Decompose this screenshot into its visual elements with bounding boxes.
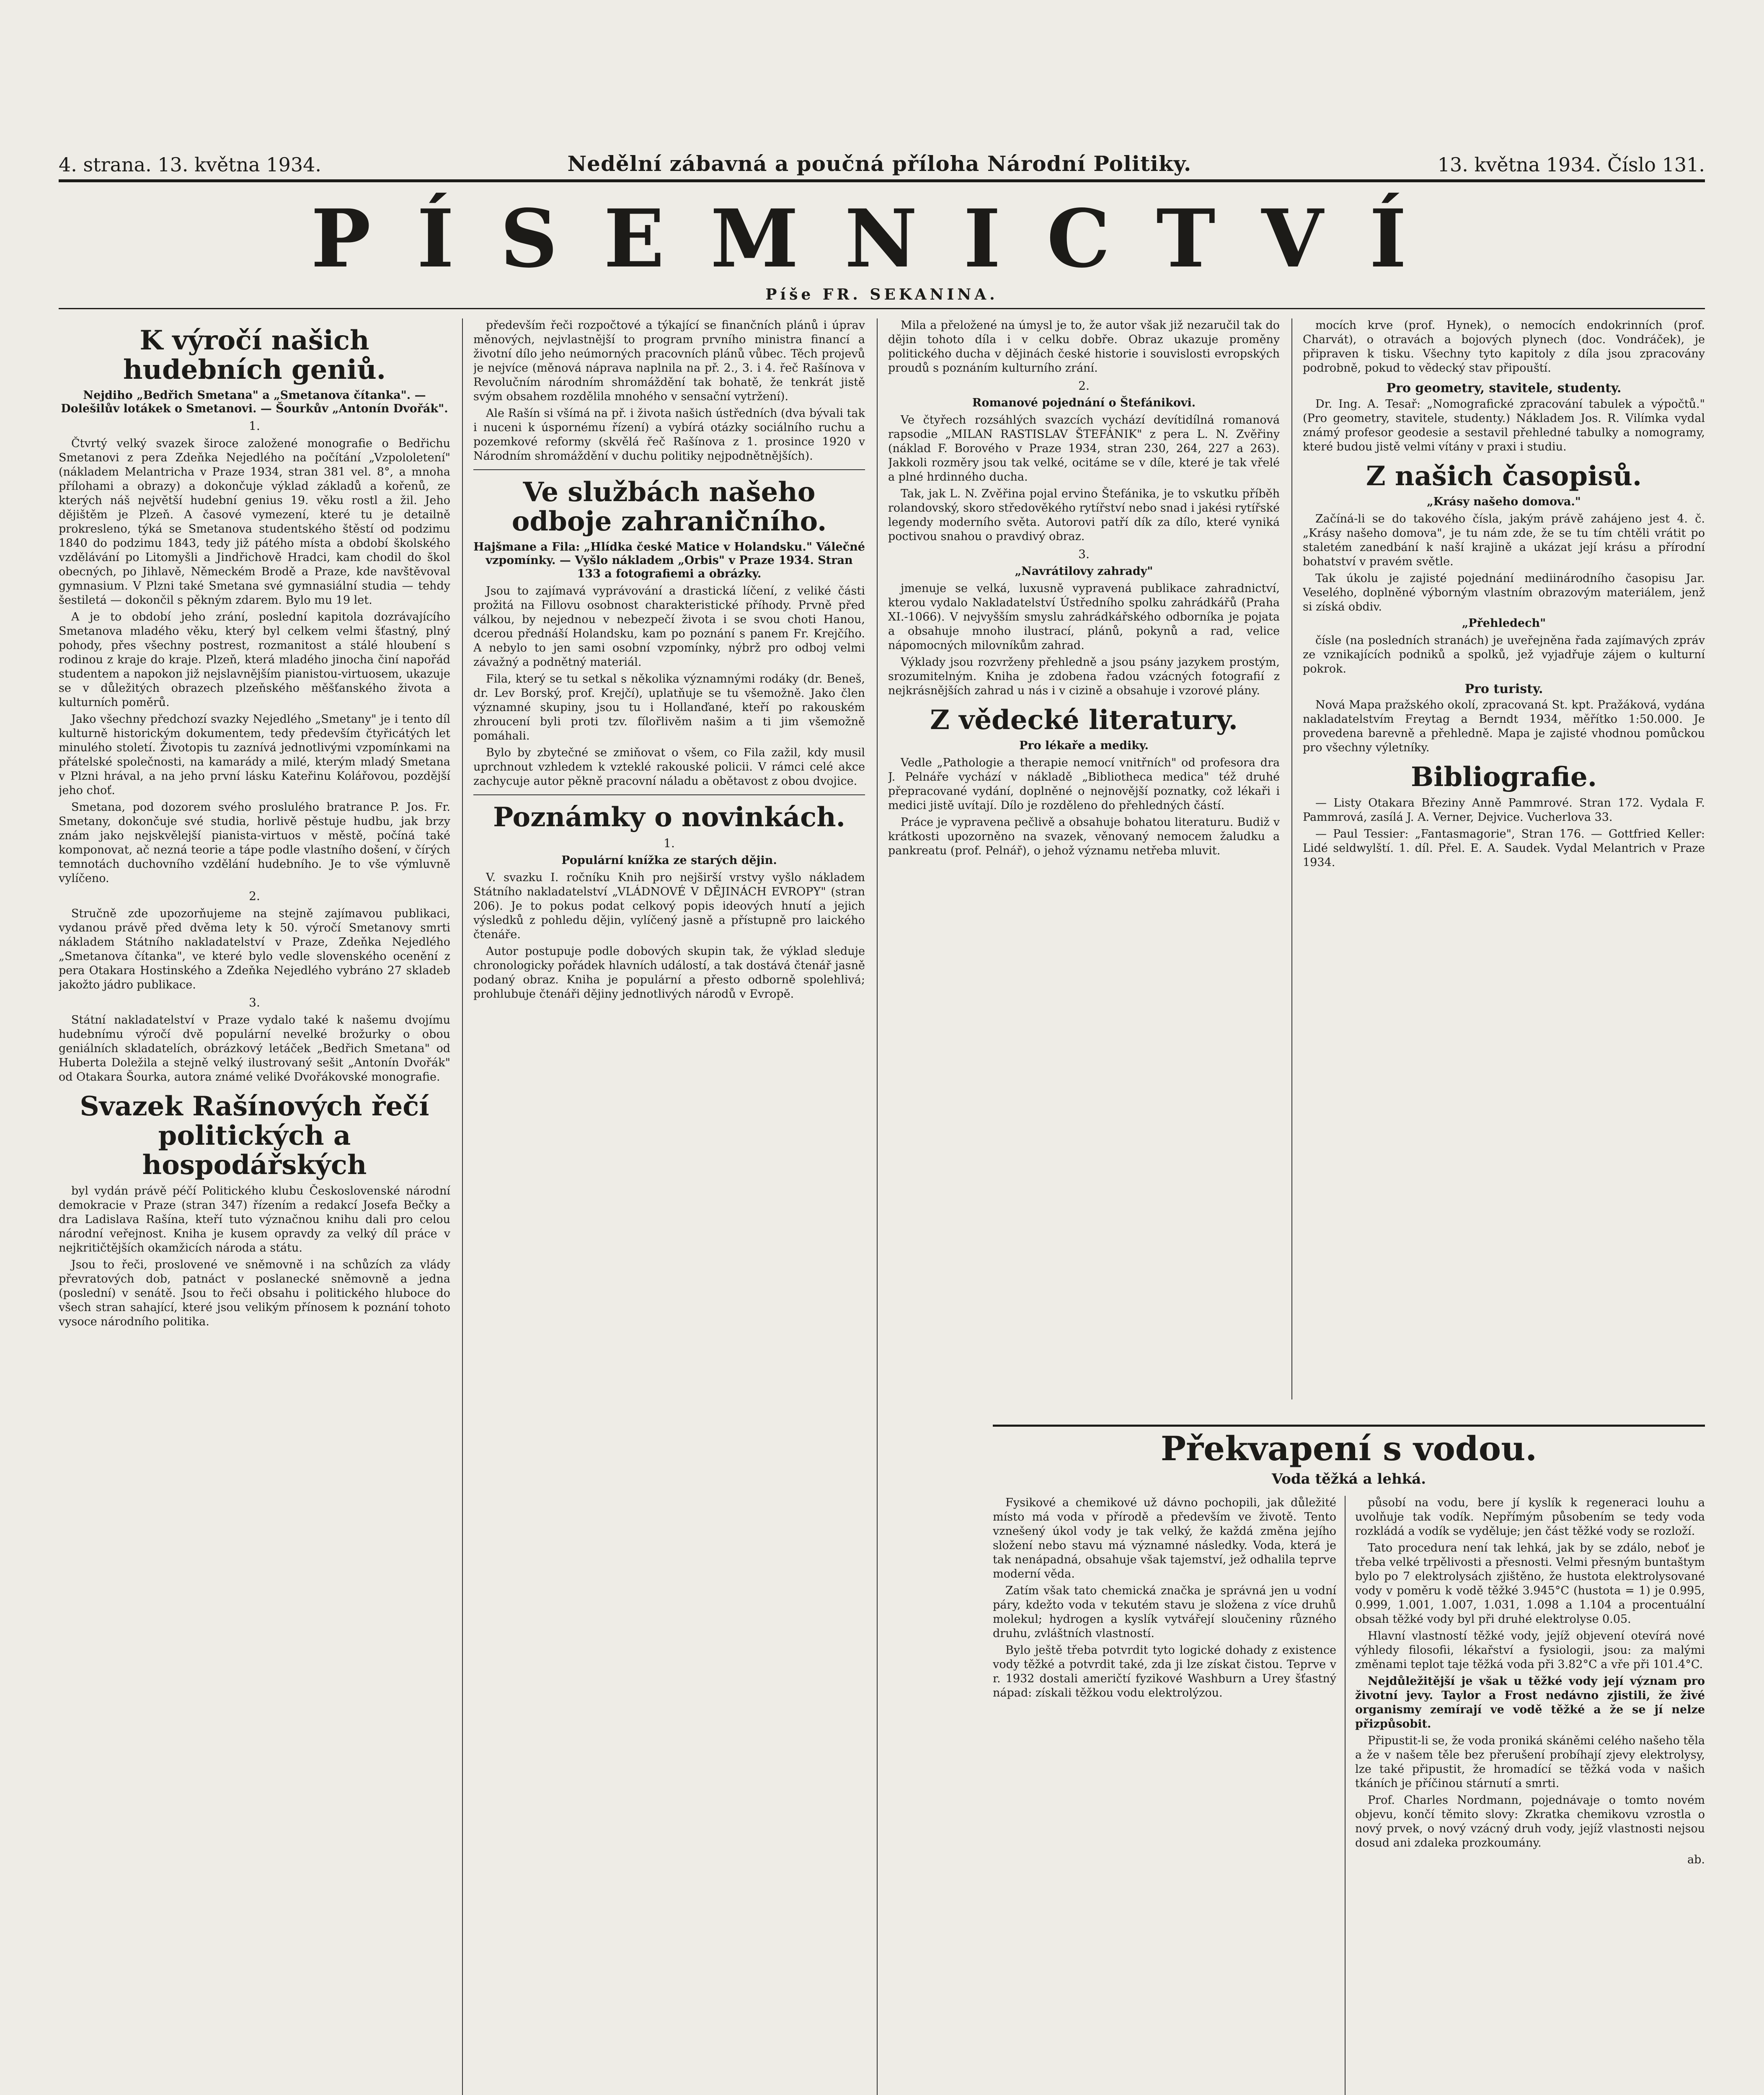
paragraph: Hlavní vlastností těžké vody, jejíž objevení otevírá nové výhledy filosofii, lékařství a fysiologii, jsou: za malými změnami teplot taje těžká voda při 3.82°C a vře při 101.4°C. bbox=[1355, 1629, 1705, 1671]
column-3 bbox=[888, 318, 1280, 1399]
section-heading: Pro turisty. bbox=[1464, 682, 1543, 696]
paragraph: byl vydán právě péčí Politického klubu Československé národní demokracie v Praze (stran 347) řízením a redakcí Josefa Bečky a dra Ladislava Rašína, kteří tuto význačnou knihu dali pro celou národní veřejnost. Kniha je kusem opravdy za velký díl práce v nejkritičtějších okamžicích národa a státu. bbox=[59, 1185, 450, 1254]
paragraph: Bylo by zbytečné se zmiňovat o všem, co Fila zažil, kdy musil uprchnout vzhledem k vzteklé rakouské policii. V rámci celé akce zachycuje autor pěkně pracovní náladu a obětavost z obou dvojice. bbox=[473, 746, 865, 788]
section-number: 1. bbox=[249, 419, 260, 433]
paragraph: především řeči rozpočtové a týkající se finančních plánů i úprav měnových, nejvlastnější to program prvního ministra financí a životní dílo jeho neúmorných pracovních plánů vůbec. Těch projevů je nejvíce (měnová náprava naplnila na př. 2., 3. i 4. řeč Rašínova v Revolučním národním shromáždění tak bohatě, že tenkrát jistě svým obsahem rozdělila mnohého v sensační vytržení). bbox=[473, 319, 865, 403]
paragraph: V. svazku I. ročníku Knih pro nejširší vrstvy vyšlo nákladem Státního nakladatelství „VLÁDNOVÉ V DĚJINÁCH EVROPY" (stran 206). Je to pokus podat celkový popis ideových hnutí a jejich výsledků z pohledu dějin, vylíčený jasně a přístupně pro laického čtenáře. bbox=[473, 871, 865, 941]
article-rule bbox=[993, 1425, 1705, 1427]
paragraph: Čtvrtý velký svazek široce založené monografie o Bedřichu Smetanovi z pera Zdeňka Nejedlého na počítání „Vzpololetení" (nákladem Melantricha v Praze 1934, stran 381 vel. 8°, a mnoha přílohami a obrazy) a dokončuje výklad základů a kořenů, ze kterých náš největší hudební genius 19. věku rostl a žil. Jeho dějištěm je Plzeň. A časové vymezení, které tu je detailně prokresleno, týká se Smetanova studentského štěstí od podzimu 1840 do podzimu 1843, tedy již pátého místa a období školského vzdělávání po Litomyšli a Jindřichově Hradci, kam chodil do škol obecných, po Jihlavě, Německém Brodě a Praze, kde navštěvoval gymnasium. V Plzni také Smetana své gymnasiální studia — tehdy šestiletá — dokončil s pěkným zdarem. Bylo mu 19 let. bbox=[59, 437, 450, 607]
paragraph: Autor postupuje podle dobových skupin tak, že výklad sleduje chronologicky pořádek hlavních událostí, a tak dostává čtenář jasně podaný obraz. Kniha je populární a přesto odborně spolehlivá; prohlubuje čtenáři dějiny jednotlivých národů v Evropě. bbox=[473, 945, 865, 1001]
paragraph: Připustit-li se, že voda proniká skáněmi celého našeho těla a že v našem těle bez přerušení probíhají zjevy elektrolysy, lze také připustit, že hromadící se těžká voda v našich tkáních je příčinou stárnutí a smrti. bbox=[1355, 1734, 1705, 1790]
article-title: Překvapení s vodou. bbox=[1160, 1429, 1537, 1468]
section-number: 2. bbox=[249, 889, 260, 903]
paragraph: Ve čtyřech rozsáhlých svazcích vychází devítidílná romanová rapsodie „MILAN RASTISLAV ŠTEFÁNIK" z pera L. N. Zvěřiny (náklad F. Borového v Praze 1934, stran 230, 264, 227 a 263). Jakkoli rozměry jsou tak velké, ocitáme se v díle, které je tak vřelé a plné hrdinného ducha. bbox=[888, 414, 1280, 484]
column-1 bbox=[59, 318, 450, 2095]
signature: ab. bbox=[1687, 1853, 1705, 1866]
paragraph: Státní nakladatelství v Praze vydalo také k našemu dvojímu hudebnímu výročí dvě populární nevelké brožurky o obou geniálních skladatelích, obrázkový letáček „Bedřich Smetana" od Huberta Doležila a stejně velký ilustrovaný sešit „Antonín Dvořák" od Otakara Šourka, autora známé veliké Dvořákovské monografie. bbox=[59, 1014, 450, 1084]
divider bbox=[473, 469, 865, 470]
paragraph: Prof. Charles Nordmann, pojednávaje o tomto novém objevu, končí těmito slovy: Zkratka chemikovu vzrostla o nový prvek, o nový vzácný druh vody, jejíž vlastnosti nejsou dosud ani zdaleka prozkoumány. bbox=[1355, 1794, 1705, 1849]
paragraph: Stručně zde upozorňujeme na stejně zajímavou publikaci, vydanou právě před dvěma lety k 50. výročí Smetanovy smrti nákladem Státního nakladatelství v Praze, Zdeňka Nejedlého „Smetanova čítanka", ve které bylo vedle slovenského ocenění z pera Otakara Hostinského a Zdeňka Nejedlého vybráno 27 skladeb jakožto jádro publikace. bbox=[59, 907, 450, 991]
column-2 bbox=[473, 318, 865, 2095]
paragraph: — Paul Tessier: „Fantasmagorie", Stran 176. — Gottfried Keller: Lidé seldwylští. 1. díl. Přel. E. A. Saudek. Vydal Melantrich v Praze 1934. bbox=[1303, 828, 1705, 869]
article-subtitle: „Krásy našeho domova." bbox=[1427, 495, 1581, 508]
header-center: Nedělní zábavná a poučná příloha Národní Politiky. bbox=[567, 151, 1192, 176]
section-heading: Pro geometry, stavitele, studenty. bbox=[1386, 381, 1622, 396]
article-title: Z vědecké literatury. bbox=[930, 704, 1238, 736]
paragraph: Nejdůležitější je však u těžké vody její význam pro životní jevy. Taylor a Frost nedávno zjistili, že živé organismy zemírají ve vodě těžké a že se jí nelze přizpůsobit. bbox=[1355, 1675, 1705, 1730]
paragraph: Začíná-li se do takového čísla, jakým právě zahájeno jest 4. č. „Krásy našeho domova", je tu nám zde, že se tu tím chtěli vrátit po staletém zanedbání k naší krajině a ukázat její krásu a přírodní bohatství v pravém světle. bbox=[1303, 512, 1705, 568]
masthead-title: PÍSEMNICTVÍ bbox=[311, 192, 1453, 285]
article-title: K výročí našich hudebních geniů. bbox=[123, 325, 386, 385]
paragraph: Fysikové a chemikové už dávno pochopili, jak důležité místo má voda v přírodě a především ve životě. Tento vznešený úkol vody je tak velký, že každá změna jejího složení nebo stavu má významné následky. Voda, která je tak nenápadná, obsahuje však tajemství, jež odhalila teprve moderní věda. bbox=[993, 1496, 1336, 1580]
paragraph: čísle (na posledních stranách) je uveřejněna řada zajímavých zpráv ze vznikajících podniků a spolků, jež vyjadřuje zájem o kulturní pokrok. bbox=[1303, 634, 1705, 675]
article-subtitle: Hajšmane a Fila: „Hlídka české Matice v Holandsku." Válečné vzpomínky. — Vyšlo nákladem „Orbis" v Praze 1934. Stran 133 a fotografiemi a obrázky. bbox=[473, 541, 865, 580]
article-subtitle: Nejdiho „Bedřich Smetana" a „Smetanova čítanka". — Dolešilův lotákek o Smetanovi. — Šourkův „Antonín Dvořák". bbox=[61, 389, 448, 415]
paragraph: Výklady jsou rozvrženy přehledně a jsou psány jazykem prostým, srozumitelným. Kniha je zdobena řadou vzácných fotografií z nejkrásnějších zahrad u nás i v cizině a obsahuje i vzorové plány. bbox=[888, 656, 1280, 697]
article-subtitle: Pro lékaře a mediky. bbox=[1019, 739, 1149, 752]
article-title: Z našich časopisů. bbox=[1366, 460, 1642, 492]
paragraph: Bylo ještě třeba potvrdit tyto logické dohady z existence vody těžké a potvrdit také, zda ji lze získat čistou. Teprve v r. 1932 dostali američtí fyzikové Washburn a Urey šťastný nápad: získali těžkou vodu elektrolýzou. bbox=[993, 1644, 1336, 1699]
paragraph: Mila a přeložené na úmysl je to, že autor však již nezaručil tak do dějin tohoto díla i v celku dobře. Obraz ukazuje proměny politického ducha v dějinách české historie i souvislosti evropských proudů s poznáním kulturního zrání. bbox=[888, 319, 1280, 375]
byline: Píše FR. SEKANINA. bbox=[765, 286, 998, 303]
paragraph: Zatím však tato chemická značka je správná jen u vodní páry, kdežto voda v tekutém stavu je složena z více druhů molekul; hydrogen a kyslík vytvářejí sloučeniny různého druhu, zvláštních vlastností. bbox=[993, 1584, 1336, 1640]
paragraph: působí na vodu, bere jí kyslík k regeneraci louhu a uvolňuje tak vodík. Nepřímým působením se tedy voda rozkládá a vodík se vyděluje; jen část těžké vody se rozloží. bbox=[1355, 1496, 1705, 1538]
paragraph: A je to období jeho zrání, poslední kapitola dozrávajícího Smetanova mladého věku, který byl celkem velmi šťastný, plný pohody, přes všechny postrest, rozmanitost a stálé hloubení s rodinou z kraje do kraje. Plzeň, která mladého jinocha činí napořád studentem a napokon již nejslavnějším pianistou-virtuosem, ukazuje se v důležitých obrazech plzeňského měšťanského života a kulturních poměrů. bbox=[59, 610, 450, 709]
section-number: 3. bbox=[1078, 547, 1090, 561]
header-left: 4. strana. 13. května 1934. bbox=[59, 153, 322, 176]
divider bbox=[473, 794, 865, 795]
article-subtitle: Populární knížka ze starých dějin. bbox=[561, 854, 777, 867]
paragraph: Tak, jak L. N. Zvěřina pojal ervino Štefánika, je to vskutku příběh rolandovský, skoro středověkého rytířství nebo snad i jakési rytířské legendy moderního světa. Autorovi patří dík za dílo, které vyniká poctivou snahou o pravdivý obraz. bbox=[888, 487, 1280, 543]
column-bottom-1 bbox=[993, 1496, 1336, 2095]
paragraph: mocích krve (prof. Hynek), o nemocích endokrinních (prof. Charvát), o otravách a bojových plynech (doc. Vondráček), je připraven k tisku. Všechny tyto kapitoly z díla jsou zpracovány podrobně, pokud to vědecký stav připouští. bbox=[1303, 319, 1705, 375]
paragraph: Jako všechny předchozí svazky Nejedlého „Smetany" je i tento díl kulturně historickým dokumentem, tedy především čtyřicátých let minulého století. Životopis tu zaznívá jednotlivými vzpomínkami na přátelské společnosti, na kamarády a milé, kterým mladý Smetana v Plzni hrával, a na jeho první lásku Kateřinu Kolářovou, pozdější jeho choť. bbox=[59, 713, 450, 797]
column-bottom-2 bbox=[1355, 1496, 1705, 2095]
article-title: Ve službách našeho odboje zahraničního. bbox=[511, 476, 827, 537]
paragraph: jmenuje se velká, luxusně vypravená publikace zahradnictví, kterou vydalo Nakladatelství Ústředního spolku zahrádkářů (Praha XI.-1066). V nejvyšším smyslu zahrádkářského odborníka je pojata a obsahuje mnoho ilustrací, plánů, pokynů a rad, velice nápomocných milovníkům zahrad. bbox=[888, 582, 1280, 652]
paragraph: Tak úkolu je zajisté pojednání mediinárodního časopisu Jar. Veselého, doplněné výborným vlastním obrazovým materiálem, jenž si získá obdiv. bbox=[1303, 572, 1705, 613]
column-divider bbox=[1291, 318, 1292, 1399]
section-number: 3. bbox=[249, 996, 260, 1009]
header-right: 13. května 1934. Číslo 131. bbox=[1437, 153, 1705, 176]
paragraph: Jsou to zajímavá vyprávování a drastická líčení, z veliké části prožitá na Fillovu osobnost charakteristické příhody. Prvně před válkou, by nejednou v nebezpečí života i se svou choti Hanou, dcerou přednáší Holandsku, kam po poznání s panem Fr. Krejčího. A nebylo to jen sami osobní vzpomínky, nýbrž pro odboj velmi závažný a podnětný materiál. bbox=[473, 585, 865, 669]
paragraph: Jsou to řeči, proslovené ve sněmovně i na schůzích za vlády převratových dob, patnáct v poslanecké sněmovně a jedna (poslední) v senátě. Jsou to řeči obsahu i politického hluboce do všech stran sahající, které jsou velikým přínosem k poznání tohoto vysoce národního politika. bbox=[59, 1258, 450, 1328]
column-divider bbox=[462, 318, 463, 2095]
article-subtitle: Romanové pojednání o Štefánikovi. bbox=[972, 396, 1196, 409]
article-title: Poznámky o novinkách. bbox=[493, 802, 845, 833]
paragraph: Tato procedura není tak lehká, jak by se zdálo, neboť je třeba velké trpělivosti a přesnosti. Velmi přesným buntaštym bylo po 7 elektrolysách zjištěno, že hustota elektrolysované vody v poměru k vodě těžké 3.945°C (hustota = 1) je 0.995, 0.999, 1.001, 1.007, 1.031, 1.098 a 1.104 a procentuální obsah těžké vody byl při druhé elektrolyse 0.05. bbox=[1355, 1542, 1705, 1626]
paragraph: Dr. Ing. A. Tesař: „Nomografické zpracování tabulek a výpočtů." (Pro geometry, stavitele, studenty.) Nákladem Jos. R. Vilímka vydal známý profesor geodesie a sestavil přehledné tabulky a nomogramy, které budou jistě velmi vítány v praxi i studiu. bbox=[1303, 398, 1705, 453]
page-frame bbox=[59, 29, 1705, 2095]
paragraph: Vedle „Pathologie a therapie nemocí vnitřních" od profesora dra J. Pelnáře vychází v nákladě „Bibliotheca medica" též druhé přepracované vydání, doplněné o nejnovější poznatky, což lékaři i medici jistě uvítají. Dílo je rozděleno do přehledných částí. bbox=[888, 756, 1280, 812]
column-divider bbox=[877, 318, 878, 2095]
paragraph: Nová Mapa pražského okolí, zpracovaná St. kpt. Pražáková, vydána nakladatelstvím Freytag a Berndt 1934, měřítko 1:50.000. Je provedena barevně a přehledně. Mapa je zajisté vhodnou pomůckou pro všechny výletníky. bbox=[1303, 698, 1705, 754]
article-title: Bibliografie. bbox=[1411, 761, 1597, 793]
article-subtitle: Voda těžká a lehká. bbox=[1271, 1471, 1426, 1487]
page-header bbox=[59, 138, 1705, 182]
article-subtitle: „Přehledech" bbox=[1462, 617, 1546, 630]
column-divider bbox=[1345, 1496, 1346, 2095]
paragraph: — Listy Otakara Březiny Anně Pammrové. Stran 172. Vydala F. Pammrová, zasílá J. A. Verner, Dejvice. Vucherlova 33. bbox=[1303, 797, 1705, 824]
column-4 bbox=[1303, 318, 1705, 1399]
paragraph: Práce je vypravena pečlivě a obsahuje bohatou literaturu. Budiž v krátkosti upozorněno na svazek, věnovaný nemocem žaludku a pankreatu (prof. Pelnář), o jehož významu netřeba mluvit. bbox=[888, 816, 1280, 857]
section-number: 1. bbox=[664, 836, 675, 850]
paragraph: Ale Rašín si všímá na př. i života našich ústředních (dva bývali tak i nuceni k úspornému řízení) a vybírá otázky sociálního ruchu a pozemkové reformy (skvělá řeč Rašínova z 1. prosince 1920 v Národním shromáždění v duchu politiky nejpodnětnějších). bbox=[473, 407, 865, 463]
article-title: Svazek Rašínových řečí politických a hospodářských bbox=[80, 1091, 429, 1181]
masthead-rule bbox=[59, 308, 1705, 309]
paragraph: Fila, který se tu setkal s několika významnými rodáky (dr. Beneš, dr. Lev Borský, prof. Krejčí), uplatňuje se tu všemožně. Jako člen významné skupiny, jsou tu i Hollanďané, kteří po rakouském zhroucení byli proti tzv. fílořlivěm našim a ti jim všemožně pomáhali. bbox=[473, 672, 865, 742]
section-number: 2. bbox=[1078, 379, 1090, 393]
paragraph: Smetana, pod dozorem svého proslulého bratrance P. Jos. Fr. Smetany, dokončuje své studia, horlivě pěstuje hudbu, jak brzy znám jako nejskvělejší pianista-virtuos v městě, počíná také komponovat, ač nezná teorie a tápe podle vlastního došení, v čírých temnotách duchovního vzdělání hudebního. Je to vše výmluvně vylíčeno. bbox=[59, 801, 450, 885]
article-subtitle: „Navrátilovy zahrady" bbox=[1015, 565, 1153, 578]
